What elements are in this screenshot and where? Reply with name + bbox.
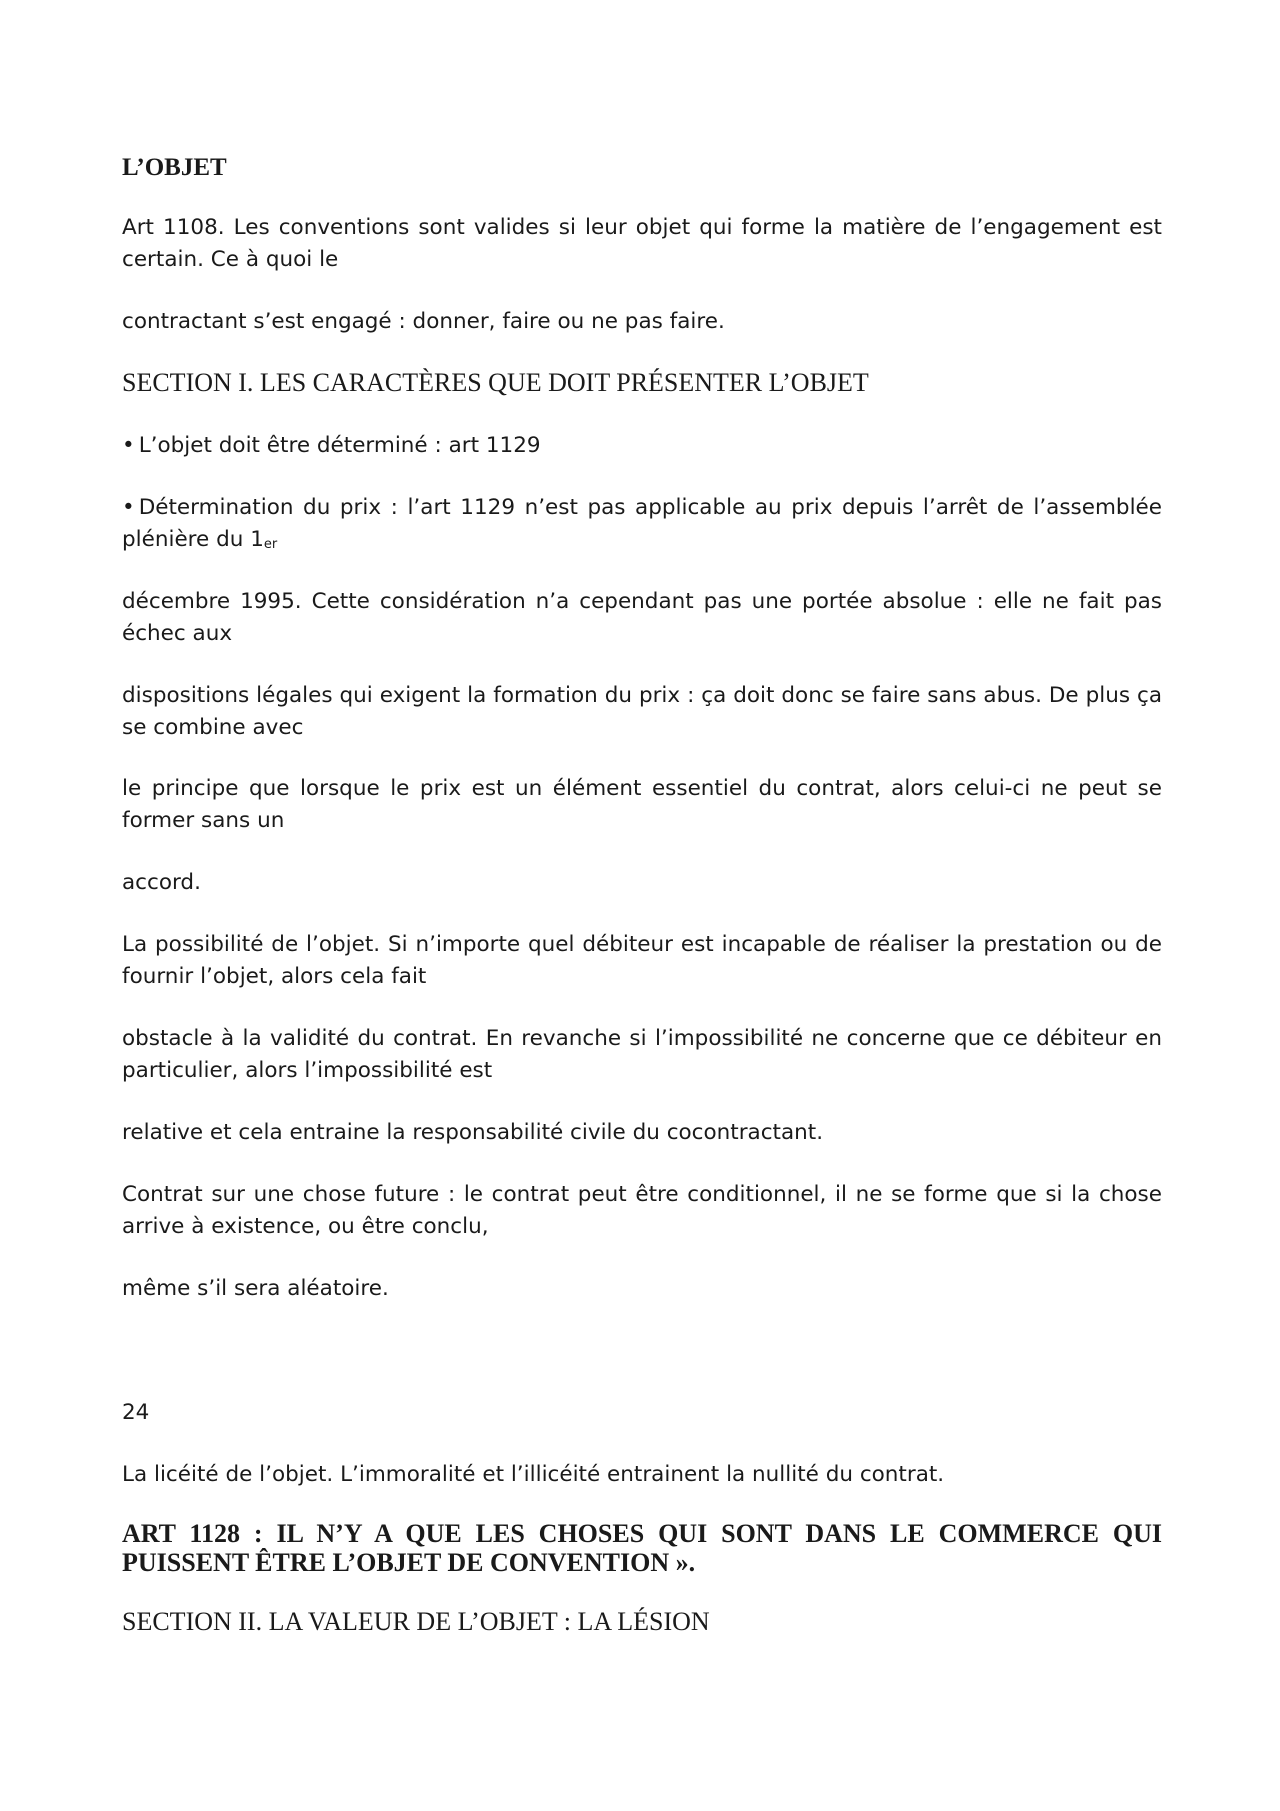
article-1128-heading: ART 1128 : IL N’Y A QUE LES CHOSES QUI SONT DANS LE COMMERCE QUI PUISSENT ÊTRE L’OBJET DE CONVENTION ». bbox=[122, 1519, 1162, 1577]
section-heading-2: SECTION II. LA VALEUR DE L’OBJET : LA LÉSION bbox=[122, 1607, 710, 1636]
bullet-text: L’objet doit être déterminé : art 1129 bbox=[138, 433, 541, 458]
bullet-item-objet-determine bbox=[122, 430, 1162, 462]
bullet-item-determination-prix bbox=[122, 492, 1162, 561]
document-title: L’OBJET bbox=[122, 154, 227, 181]
superscript-er: er bbox=[263, 537, 278, 552]
paragraph-relative: relative et cela entraine la responsabilité civile du cocontractant. bbox=[122, 1120, 824, 1145]
paragraph-meme: même s’il sera aléatoire. bbox=[122, 1276, 389, 1301]
paragraph-art1108: Art 1108. Les conventions sont valides si leur objet qui forme la matière de l’engagement est certain. Ce à quoi le bbox=[122, 215, 1162, 272]
section-heading-1: SECTION I. LES CARACTÈRES QUE DOIT PRÉSENTER L’OBJET bbox=[122, 368, 869, 397]
page-number: 24 bbox=[122, 1400, 150, 1425]
paragraph-principe: le principe que lorsque le prix est un élément essentiel du contrat, alors celui-ci ne peut se former sans un bbox=[122, 776, 1162, 833]
paragraph-obstacle: obstacle à la validité du contrat. En revanche si l’impossibilité ne concerne que ce débiteur en particulier, alors l’impossibilité est bbox=[122, 1026, 1162, 1083]
paragraph-art1108-cont: contractant s’est engagé : donner, faire ou ne pas faire. bbox=[122, 309, 725, 334]
bullet-icon: • bbox=[122, 495, 135, 520]
bullet-icon: • bbox=[122, 433, 135, 458]
paragraph-accord: accord. bbox=[122, 870, 201, 895]
paragraph-decembre: décembre 1995. Cette considération n’a cependant pas une portée absolue : elle ne fait pas échec aux bbox=[122, 589, 1162, 646]
paragraph-dispositions: dispositions légales qui exigent la formation du prix : ça doit donc se faire sans abus. De plus ça se combine avec bbox=[122, 683, 1162, 740]
paragraph-possibilite: La possibilité de l’objet. Si n’importe quel débiteur est incapable de réaliser la prestation ou de fournir l’objet, alors cela fait bbox=[122, 932, 1162, 989]
bullet-text: Détermination du prix : l’art 1129 n’est pas applicable au prix depuis l’arrêt de l’assemblée plénière du 1 bbox=[122, 495, 1162, 552]
paragraph-contrat-chose-future: Contrat sur une chose future : le contrat peut être conditionnel, il ne se forme que si la chose arrive à existence, ou être conclu, bbox=[122, 1182, 1162, 1239]
paragraph-liceite: La licéité de l’objet. L’immoralité et l’illicéité entrainent la nullité du contrat. bbox=[122, 1462, 945, 1487]
